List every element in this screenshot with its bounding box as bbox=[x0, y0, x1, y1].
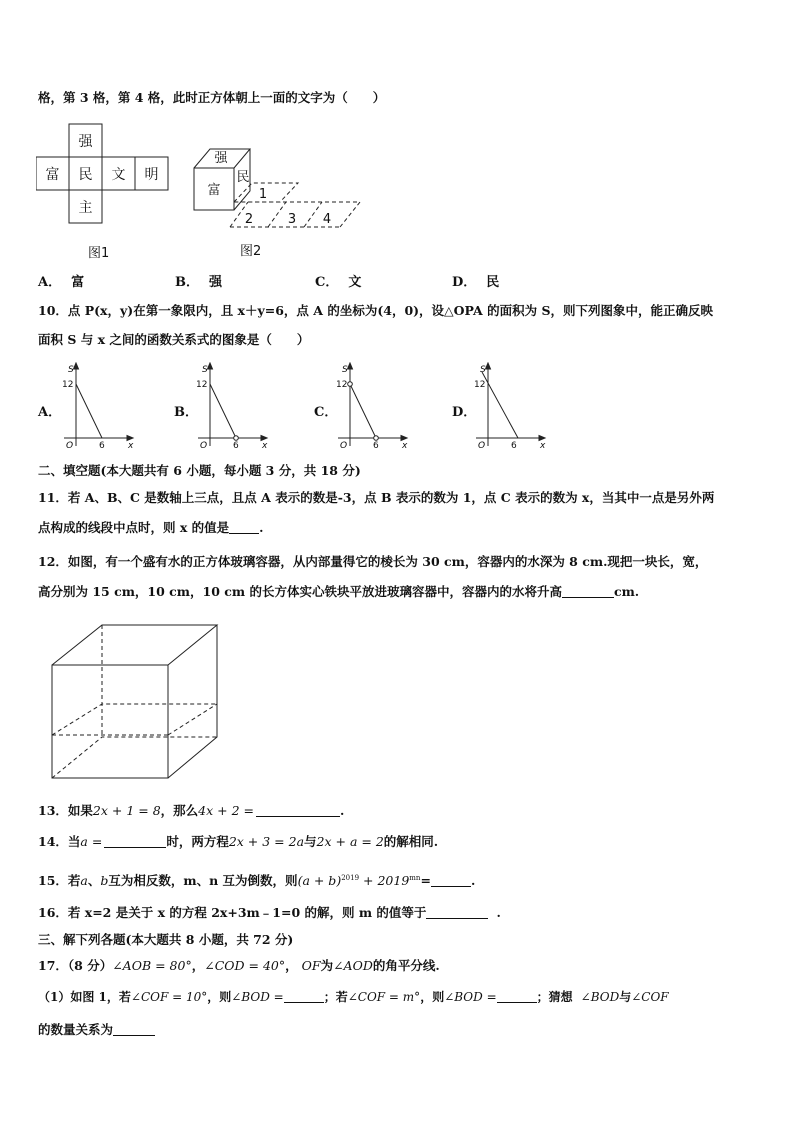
q14-answer-blank[interactable] bbox=[104, 835, 166, 848]
cube-side-label: 民 bbox=[236, 170, 250, 185]
q9-option-c[interactable]: C． 文 bbox=[315, 275, 362, 290]
svg-text:6: 6 bbox=[233, 441, 239, 451]
svg-text:S: S bbox=[202, 365, 208, 375]
net-cell-bottom: 主 bbox=[78, 200, 93, 216]
net-cell-top: 强 bbox=[78, 134, 93, 150]
q16-answer-blank[interactable] bbox=[426, 906, 488, 919]
svg-text:12: 12 bbox=[336, 380, 348, 390]
q10-question-line1: 10．点 P(x，y)在第一象限内，且 x＋y=6，点 A 的坐标为(4，0)，设△OPA 的面积为 S，则下列图象中，能正确反映 bbox=[38, 303, 713, 318]
grid-cell-4: 4 bbox=[322, 212, 332, 227]
grid-cell-3: 3 bbox=[287, 212, 297, 227]
q14-question: 14．当a = 时，两方程2x + 3 = 2a与2x + a = 2的解相同. bbox=[38, 834, 439, 849]
svg-text:O: O bbox=[66, 441, 74, 451]
q17-blank-2[interactable] bbox=[497, 990, 537, 1003]
svg-text:12: 12 bbox=[62, 380, 74, 390]
svg-text:x: x bbox=[540, 441, 546, 451]
svg-text:O: O bbox=[200, 441, 208, 451]
section3-heading: 三、解下列各题(本大题共 8 小题，共 72 分) bbox=[38, 932, 294, 947]
q10-question-line2: 面积 S 与 x 之间的函数关系式的图象是（ ） bbox=[38, 332, 310, 347]
svg-text:S: S bbox=[342, 365, 348, 375]
cube-grid-figure bbox=[190, 143, 370, 238]
net-cell-center: 民 bbox=[78, 167, 93, 183]
svg-text:6: 6 bbox=[99, 441, 105, 451]
grid-cell-1: 1 bbox=[258, 187, 268, 202]
cube-net-figure bbox=[36, 122, 171, 227]
svg-text:x: x bbox=[128, 441, 134, 451]
grid-cell-2: 2 bbox=[244, 212, 254, 227]
q13-question: 13．如果2x + 1 = 8，那么4x + 2 = . bbox=[38, 803, 345, 818]
q10-graph-c bbox=[332, 362, 412, 452]
svg-text:O: O bbox=[478, 441, 486, 451]
svg-text:x: x bbox=[402, 441, 408, 451]
svg-text:x: x bbox=[262, 441, 268, 451]
svg-text:12: 12 bbox=[474, 380, 486, 390]
cube-front-label: 富 bbox=[207, 183, 221, 198]
q10-option-b[interactable]: B． bbox=[174, 405, 198, 420]
q11-question-line1: 11．若 A、B、C 是数轴上三点，且点 A 表示的数是-3，点 B 表示的数为 1，点 C 表示的数为 x，当其中一点是另外两 bbox=[38, 490, 715, 505]
svg-text:S: S bbox=[68, 365, 74, 375]
q11-question-line2: 点构成的线段中点时，则 x 的值是 . bbox=[38, 520, 264, 535]
q12-question-line2: 高分别为 15 cm，10 cm，10 cm 的长方体实心铁块平放进玻璃容器中，容器内的水将升高 cm. bbox=[38, 584, 640, 599]
q10-option-c[interactable]: C． bbox=[314, 405, 338, 420]
section2-heading: 二、填空题(本大题共有 6 小题，每小题 3 分，共 18 分) bbox=[38, 463, 361, 478]
q9-option-b[interactable]: B． 强 bbox=[175, 275, 223, 290]
q17-part1: （1）如图 1，若∠COF = 10°，则∠BOD = ；若∠COF = m°，则∠BOD = ；猜想 ∠BOD与∠COF bbox=[38, 990, 669, 1004]
q17-blank-1[interactable] bbox=[284, 990, 324, 1003]
cube-top-label: 强 bbox=[214, 151, 228, 166]
svg-text:6: 6 bbox=[373, 441, 379, 451]
svg-text:6: 6 bbox=[511, 441, 517, 451]
net-cell-right2: 明 bbox=[144, 167, 159, 183]
net-cell-left: 富 bbox=[45, 167, 60, 183]
q9-option-a[interactable]: A． 富 bbox=[38, 275, 85, 290]
q17-part1-relation: 的数量关系为 bbox=[38, 1022, 155, 1038]
svg-text:12: 12 bbox=[196, 380, 208, 390]
q16-question: 16．若 x=2 是关于 x 的方程 2x+3m﹣1=0 的解，则 m 的值等于 . bbox=[38, 905, 501, 920]
q10-option-a[interactable]: A． bbox=[38, 405, 62, 420]
q10-graph-d bbox=[470, 362, 550, 452]
figure1-caption: 图1 bbox=[88, 246, 110, 261]
q10-graph-b bbox=[192, 362, 272, 452]
q17-blank-3[interactable] bbox=[113, 1023, 155, 1036]
q10-option-d[interactable]: D． bbox=[452, 405, 477, 420]
glass-container-cube-figure bbox=[50, 622, 222, 782]
svg-text:S: S bbox=[480, 365, 486, 375]
q9-question-text: 格，第 3 格，第 4 格，此时正方体朝上一面的文字为（ ） bbox=[38, 90, 386, 105]
q11-answer-blank[interactable] bbox=[229, 521, 259, 534]
q9-option-d[interactable]: D． 民 bbox=[452, 275, 500, 290]
q17-stem: 17．（8 分）∠AOB = 80°，∠COD = 40°， OF为∠AOD的角平分线. bbox=[38, 958, 440, 973]
q15-answer-blank[interactable] bbox=[431, 874, 471, 887]
q15-question: 15．若a、b互为相反数，m、n 互为倒数，则$(a + b)^{2019} + 2019^{mn}=$ . bbox=[38, 873, 476, 889]
q10-graph-a bbox=[58, 362, 138, 452]
q13-answer-blank[interactable] bbox=[256, 804, 340, 817]
figure2-caption: 图2 bbox=[240, 244, 262, 259]
q12-question-line1: 12．如图，有一个盛有水的正方体玻璃容器，从内部量得它的棱长为 30 cm，容器内的水深为 8 cm.现把一块长，宽， bbox=[38, 554, 708, 569]
svg-text:O: O bbox=[340, 441, 348, 451]
net-cell-right1: 文 bbox=[111, 167, 126, 183]
q12-answer-blank[interactable] bbox=[562, 585, 614, 598]
